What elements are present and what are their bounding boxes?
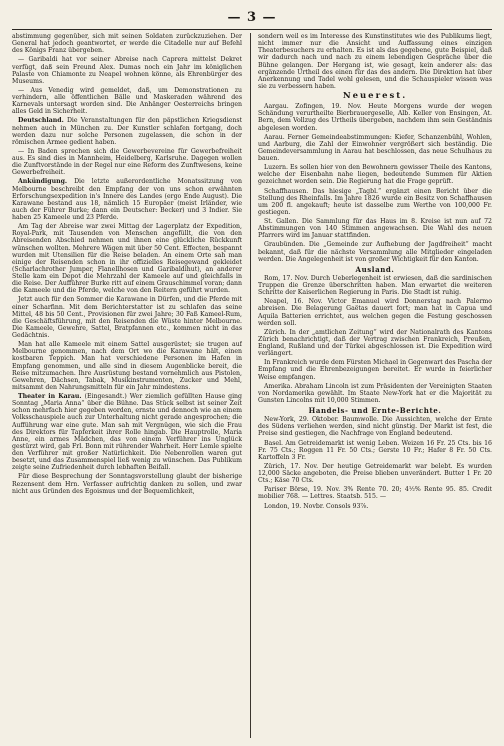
news-item: Schaffhausen. Das hiesige „Tagbl.“ ergänzt einen Bericht über die Stellung des Rheinfalls. Im Jahre 1826 wurde ein Besitz von Schaffhausen um 200 fl. angekauft; heute ist dasselbe zum Werthe von 100,000 Fr. gestiegen.: [258, 187, 492, 216]
article-paragraph: Jetzt auch für den Sommer die Karawane in Dürfen, und die Pferde mit einer Scharfinn. Mit dem Berichterstatter ist zu schlafen das seine Mittel, 48 bis 50 Cent., Provisionen für zwei Jahre; 30 Faß Kameel-Rum, die Geschäftsführung, mit den Reisenden die Wüste hinter Melbourne. Die Kameele, Gewehre, Sattel, Bratpfannen etc., kommen nicht in das Gedächtnis.: [12, 296, 242, 339]
section-head: Deutschland.: [18, 117, 64, 125]
article-paragraph: abstimmung gegenüber, sich mit seinen Soldaten zurückzuziehen. Der General hat jedoch geantwortet, er werde die Citadelle nur auf Befehl des Königs Franz übergeben.: [12, 33, 242, 55]
article-paragraph: Man hat alle Kameele mit einem Sattel ausgerüstet; sie trugen auf Melbourne genommen, nach dem Ort wo die Karawane hält, einen kostbaren Teppich. Man hat verschiedene Personen im Hafen in Empfang genommen, und alle sind in diesem Augenblicke bereit, die Reise mitzumachen. Ihre Ausrüstung bestand vornehmlich aus Pistolen, Gewehren, Dächsen, Tabak, Musikinstrumenten, Zucker und Mehl, mitsammt den Nahrungsmitteln für ein Jahr mindestens.: [12, 341, 242, 391]
news-item: Rom, 17. Nov. Durch Ueberlegenheit ist erwiesen, daß die sardinischen Truppen die Grenze überschritten haben. Man erwartet die weiteren Schritte der Kaiserlichen Regierung in Paris. Die Stadt ist ruhig.: [258, 274, 492, 297]
news-item: Aargau. Zofingen, 19. Nov. Heute Morgens wurde der wegen Schändung verurtheilte Bierbrauergeselle, Alb. Keller von Ensingen, At. Bern, dem Vollzug des Urtheils übergeben, nachdem ihm sein Geständnis abgelesen worden.: [258, 103, 492, 132]
market-item: Basel. Am Getreidemarkt ist wenig Leben. Weizen 16 Fr. 25 Cts. bis 16 Fr. 75 Cts.; Roggen 11 Fr. 50 Cts.; Gerste 10 Fr.; Hafer 8 Fr. 50 Cts. Kartoffeln 3 Fr.: [258, 439, 492, 461]
section-heading: Handels- und Ernte-Berichte.: [308, 406, 442, 415]
news-item: Graubünden. Die „Gemeinde zur Aufhebung der Jagdfreiheit“ macht bekannt, daß für die nächste Versammlung alle Mitglieder eingeladen werden. Die Angelegenheit ist von großer Wichtigkeit für den Kanton.: [258, 241, 492, 263]
section-head: Theater in Karau.: [18, 393, 82, 400]
left-column: [12, 33, 242, 738]
article-paragraph: [12, 117, 242, 146]
market-item: Pariser Börse, 19. Nov. 3% Rente 70. 20; 4½% Rente 95. 85. Credit mobilier 768. — Lettres. Staatsb. 515. —: [258, 486, 492, 501]
news-item: Amerika. Abraham Lincoln ist zum Präsidenten der Vereinigten Staaten von Nordamerika gewählt. Im Staate New-York hat er die Majorität zu Gunsten Lincolns mit 10,000 Stimmen.: [258, 382, 492, 404]
section-heading: Neuerest.: [342, 91, 408, 101]
news-item: In Frankreich wurde dem Fürsten Michael in Gegenwart des Pascha der Empfang und die Ehrenbezeigungen bereitet. Er wurde in feierlicher Weise empfangen.: [258, 359, 492, 381]
article-paragraph: sondern weil es im Interesse des Kunstinstitutes wie des Publikums liegt, nicht immer nur die Ansicht und Auffassung eines einzigen Theaterbesuchers zu erhalten. Es ist als das gegebene, gute Beispiel, daß wir dadurch nach und nach zu einem lebendigen Gespräche über die Bühne gelangen. Der Hergang ist, wie gesagt, kein anderer als: das ergänzende Urtheil des einen für das des andern. Die Direktion hat über Anerkennung und Tadel wohl gelesen, und die Schauspieler wissen was sie zu verbessern haben.: [258, 33, 492, 90]
page-number: — 3 —: [227, 10, 277, 25]
article-paragraph: Für diese Besprechung der Sonntagsvorstellung glaubt der bisherige Rezensent dem Hrn. Verfasser aufrichtig danken zu sollen, und zwar nicht aus Gründen des Egoismus und der Bequemlichkeit,: [12, 473, 242, 495]
news-item: St. Gallen. Die Sammlung für das Haus im 8. Kreise ist nun auf 72 Abstimmungen von 140 Stimmen angewachsen. Die Wahl des neuen Pfarrers wird im Januar stattfinden.: [258, 218, 492, 240]
news-item: Aarau. Ferner Gemeindeabstimmungen: Kiefer, Schanzenbühl, Wohlen, und Aarburg, die Zahl der Einwohner vergrößert sich beständig. Die Gemeindeversammlung in Aarau hat beschlossen, das neue Schulhaus zu bauen.: [258, 133, 492, 162]
article-paragraph: Am Tag der Abreise war zwei Mittag der Lagerplatz der Expedition, Royal-Park, mit Tausenden von Menschen angefüllt, die von den Abreisenden Abschied nehmen und ihnen eine glückliche Rückkunft wünschen wollten. Mehrere Wägen mit über 50 Cent. Effecten, bespannt wurden mit Utensilien für die Reise beladen. An einem Orte sah man einige der Reisenden schon in ihr offizielles Reisegewand gekleidet (Scharlachrother Jumper, Flanellhosen und Garibaldihut), an anderer Stelle kam ein Depot die Mehrzahl der Kameele auf und gleichfalls in die Reise. Der Aufführer Burke ritt auf einem Grauschimmel voran; dann die Kameele und die Pferde, welche von den Reitern geführt wurden.: [12, 223, 242, 295]
article-text: Die Veranstaltungen für den päpstlichen Kriegsdienst nehmen auch in München zu. Der Kunstler schlafen fortgang, doch werden dazu nur solche Personen zugelassen, die schon in der römischen Armee gedient haben.: [12, 117, 242, 146]
article-paragraph: — Aus Venedig wird gemeldet, daß, um Demonstrationen zu verhindern, alle öffentlichen Bälle und Maskeraden während des Karnevals untersagt worden sind. Die Anhänger Oesterreichs bringen alles Geld in Sicherheit.: [12, 86, 242, 116]
article-paragraph: — Garibaldi hat vor seiner Abreise nach Caprera mittelst Dekret verfügt, daß sein Freund Alex. Dumas noch ein Jahr im königlichen Palaste von Chiamonte zu Neapel wohnen könne, als Ehrenbürger des Museums.: [12, 56, 242, 85]
article-paragraph: — In Baden sprechen sich die Gewerbevereine für Gewerbefreiheit aus. Es sind dies in Mannheim, Heidelberg, Karlsruhe. Dagegen wollen die Zunftvorstände in der Regel nur eine Reform des Zunftwesens, keine Gewerbefreiheit.: [12, 147, 242, 177]
section-heading: Ausland.: [355, 264, 395, 274]
section-head: Ankündigung.: [18, 178, 68, 186]
column-divider: [250, 33, 251, 738]
market-item: New-York, 29. Oktober. Baumwolle. Die Aussichten, welche der Ernte des Südens verliehen werden, sind nicht günstig. Der Markt ist fest, die Preise sind gestiegen, die Nachfrage von England bedeutend.: [258, 416, 492, 438]
news-item: Luzern. Es sollen hier von den Bewohnern gewisser Theile des Kantons, welche der Eisenbahn nahe liegen, bedeutende Summen für Aktien gezeichnet worden sein. Die Regierung hat die Frage geprüft.: [258, 164, 492, 186]
header-rule: [12, 29, 492, 30]
market-item: Zürich, 17. Nov. Der heutige Getreidemarkt war belebt. Es wurden 12,000 Säcke angeboten, die Preise blieben unverändert. Butter 1 Fr. 20 Cts.; Käse 70 Cts.: [258, 462, 492, 485]
article-text: (Eingesandt.) Wer ziemlich gefüllten Hause ging Sonntag „Maria Anna“ über die Bühne. Das Stück selbst ist seiner Zeit schon mehrfach hier gegeben worden, ernste und dennoch wie an einem Volksschauspiele auch zur Unterhaltung nicht gerade angesprochen; die Aufführung war eine gute. Man sah mit Vergnügen, wie sich die Frau des Direktors für Tapferkeit ihrer Rolle hingab. Die Hauptrolle, Maria Anne, ein armes Mädchen, das von einem Verführer ins Unglück gestürzt wird, gab Frl. Bonn mit rührender Wahrheit. Herr Lemle spielte den Verführer mit großer Natürlichkeit. Die Nebenrollen waren gut besetzt, und das Zusammenspiel ließ wenig zu wünschen. Das Publikum zeigte seine Zufriedenheit durch lebhaften Beifall.: [12, 393, 242, 472]
article-paragraph: [12, 393, 242, 471]
market-item: London, 19. Novbr. Consols 93⅞.: [264, 502, 369, 510]
right-column: [258, 33, 492, 738]
article-paragraph: [12, 178, 242, 221]
news-item: Zürich. In der „amtlichen Zeitung“ wird der Nationalrath des Kantons Zürich benachrichtigt, daß der Vertrag zwischen Frankreich, Preußen, England, Rußland und der Türkei abgeschlossen ist. Die Expedition wird verlängert.: [258, 328, 492, 358]
article-text: Die letzte außerordentliche Monatssitzung von Melbourne beschreibt den Empfang der von uns schon erwähnten Erforschungsexpedition in's Innere des Landes (ergo Ende August). Die Karawane bestand aus 18, nämlich 15 Europäer (meist Irländer, wie auch der Führer Burke; dann ein Deutscher: Becker) und 3 Indier. Sie haben 25 Kameele und 23 Pferde.: [12, 178, 242, 221]
news-item: Neapel, 16. Nov. Victor Emanuel wird Donnerstag nach Palermo abreisen. Die Belagerung Gaëtas dauert fort; man hat in Capua und Aquila Batterien errichtet, aus welchen gegen die Festung geschossen werden soll.: [258, 298, 492, 327]
